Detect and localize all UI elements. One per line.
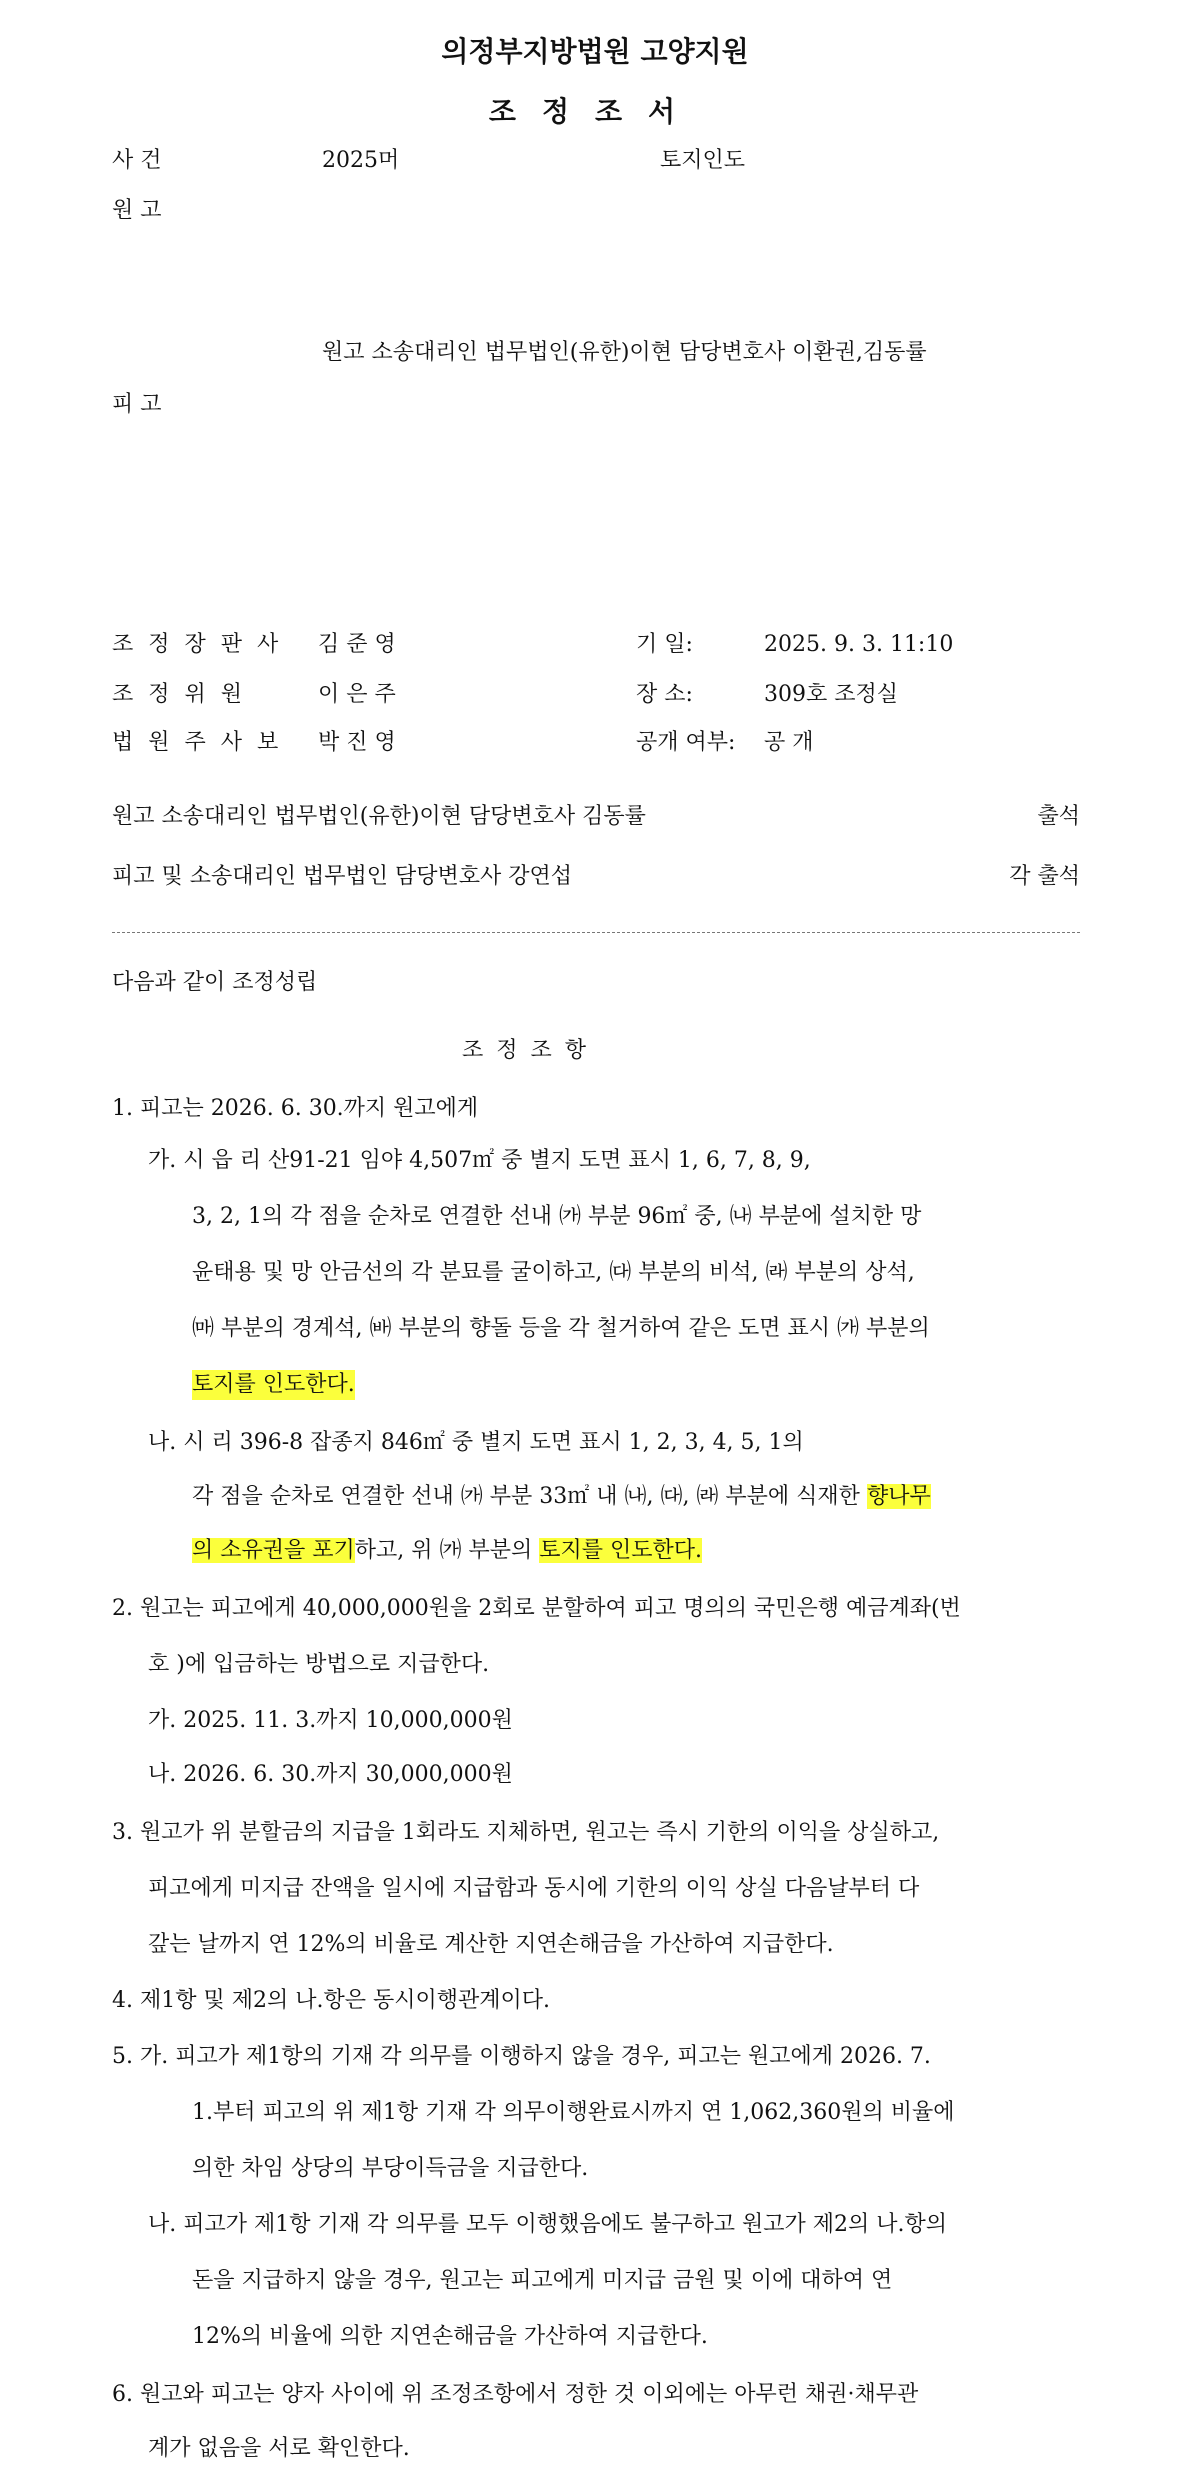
term-5b-line-2: 돈을 지급하지 않을 경우, 원고는 피고에게 미지급 금원 및 이에 대하여 연 <box>192 2268 893 2293</box>
term-1a-line-4: ㈒ 부분의 경계석, ㈓ 부분의 향돌 등을 각 철거하여 같은 도면 표시 ㈎ 부분의 <box>192 1316 930 1341</box>
term-1a-line-2: 3, 2, 1의 각 점을 순차로 연결한 선내 ㈎ 부분 96㎡ 중, ㈏ 부분에 설치한 망 <box>192 1204 922 1229</box>
term-1b-line-1: 나. 시 리 396-8 잡종지 846㎡ 중 별지 도면 표시 1, 2, 3, 4, 5, 1의 <box>148 1430 804 1455</box>
term-5b-line-3: 12%의 비율에 의한 지연손해금을 가산하여 지급한다. <box>192 2324 708 2349</box>
term-5b-line-1: 나. 피고가 제1항 기재 각 의무를 모두 이행했음에도 불구하고 원고가 제2의 나.항의 <box>148 2212 947 2237</box>
defendant-attendance: 피고 및 소송대리인 법무법인 담당변호사 강연섭 <box>112 864 573 889</box>
term-1: 1. 피고는 2026. 6. 30.까지 원고에게 <box>112 1096 479 1121</box>
divider <box>112 932 1080 933</box>
highlight-land-delivery: 토지를 인도한다. <box>539 1538 703 1563</box>
term-1b-line-2-text: 각 점을 순차로 연결한 선내 ㈎ 부분 33㎡ 내 ㈏, ㈐, ㈑ 부분에 식재한 <box>192 1484 867 1509</box>
highlight-juniper: 향나무 <box>866 1484 931 1509</box>
term-1b-line-3-text: 하고, 위 ㈎ 부분의 <box>354 1538 540 1563</box>
judge-name: 김 준 영 <box>318 632 396 657</box>
clerk-name: 박 진 영 <box>318 730 396 755</box>
hearing-place: 309호 조정실 <box>764 682 898 707</box>
judge-label: 조 정 장 판 사 <box>112 632 283 657</box>
term-5a-line-2: 1.부터 피고의 위 제1항 기재 각 의무이행완료시까지 연 1,062,360원의 비율에 <box>192 2100 955 2125</box>
intro-line: 다음과 같이 조정성립 <box>112 970 318 995</box>
case-number: 2025머 <box>322 148 400 173</box>
term-2-line-2: 호 )에 입금하는 방법으로 지급한다. <box>148 1652 490 1677</box>
document-title: 조정조서 <box>488 95 702 128</box>
term-5a-line-1: 5. 가. 피고가 제1항의 기재 각 의무를 이행하지 않을 경우, 피고는 원고에게 2026. 7. <box>112 2044 931 2069</box>
term-6-line-1: 6. 원고와 피고는 양자 사이에 위 조정조항에서 정한 것 이외에는 아무런 채권·채무관 <box>112 2382 919 2407</box>
term-4: 4. 제1항 및 제2의 나.항은 동시이행관계이다. <box>112 1988 550 2013</box>
term-1b-line-2 <box>192 1482 931 1512</box>
term-1a-line-3: 윤태용 및 망 안금선의 각 분묘를 굴이하고, ㈐ 부분의 비석, ㈑ 부분의 상석, <box>192 1260 915 1285</box>
court-name: 의정부지방법원 고양지원 <box>441 35 749 68</box>
terms-title: 조 정 조 항 <box>462 1038 589 1063</box>
term-5a-line-3: 의한 차임 상당의 부당이득금을 지급한다. <box>192 2156 589 2181</box>
term-2-line-1: 2. 원고는 피고에게 40,000,000원을 2회로 분할하여 피고 명의의 국민은행 예금계좌(번 <box>112 1596 961 1621</box>
case-name: 토지인도 <box>660 148 746 173</box>
term-2a: 가. 2025. 11. 3.까지 10,000,000원 <box>148 1708 513 1733</box>
place-label: 장 소: <box>636 682 693 707</box>
public-status: 공 개 <box>764 730 814 755</box>
plaintiff-attendance-status: 출석 <box>1037 804 1080 829</box>
term-3-line-2: 피고에게 미지급 잔액을 일시에 지급함과 동시에 기한의 이익 상실 다음날부터 다 <box>148 1876 920 1901</box>
defendant-attendance-status: 각 출석 <box>1009 864 1080 889</box>
term-2b: 나. 2026. 6. 30.까지 30,000,000원 <box>148 1762 513 1787</box>
term-3-line-3: 갚는 날까지 연 12%의 비율로 계산한 지연손해금을 가산하여 지급한다. <box>148 1932 834 1957</box>
plaintiff-label: 원 고 <box>112 198 162 223</box>
term-1b-line-3 <box>192 1536 702 1566</box>
term-1a-line-1: 가. 시 읍 리 산91-21 임야 4,507㎡ 중 별지 도면 표시 1, 6, 7, 8, 9, <box>148 1148 811 1173</box>
clerk-label: 법 원 주 사 보 <box>112 730 283 755</box>
plaintiff-counsel: 원고 소송대리인 법무법인(유한)이현 담당변호사 이환권,김동률 <box>322 340 927 365</box>
term-6-line-2: 계가 없음을 서로 확인한다. <box>148 2436 410 2461</box>
mediator-label: 조 정 위 원 <box>112 682 246 707</box>
date-label: 기 일: <box>636 632 693 657</box>
plaintiff-attendance: 원고 소송대리인 법무법인(유한)이현 담당변호사 김동률 <box>112 804 646 829</box>
term-1a-line-5: 토지를 인도한다. <box>192 1370 355 1400</box>
hearing-date: 2025. 9. 3. 11:10 <box>764 632 954 657</box>
mediator-name: 이 은 주 <box>318 682 396 707</box>
term-3-line-1: 3. 원고가 위 분할금의 지급을 1회라도 지체하면, 원고는 즉시 기한의 이익을 상실하고, <box>112 1820 940 1845</box>
public-label: 공개 여부: <box>636 730 736 755</box>
highlight-ownership: 의 소유권을 포기 <box>192 1538 355 1563</box>
case-label: 사 건 <box>112 148 162 173</box>
defendant-label: 피 고 <box>112 392 162 417</box>
